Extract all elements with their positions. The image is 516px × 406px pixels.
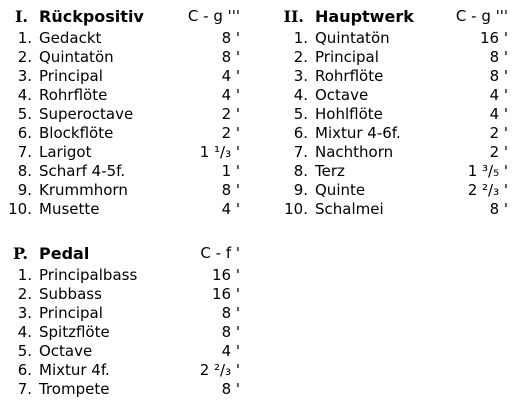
division-rueckpositiv — [0, 6, 240, 219]
stop-number: 7. — [17, 380, 32, 398]
stop-name: Scharf 4-5f. — [39, 162, 126, 180]
stop-row — [0, 67, 240, 86]
stop-pitch: 4 ' — [221, 86, 240, 104]
stop-row — [276, 124, 508, 143]
stop-pitch: 8 ' — [221, 29, 240, 47]
stop-number: 5. — [293, 105, 308, 123]
stop-pitch: 8 ' — [221, 48, 240, 66]
stop-name: Octave — [39, 342, 93, 360]
stop-name: Hohlflöte — [315, 105, 383, 123]
stop-name: Principalbass — [39, 266, 138, 284]
division-numeral: I. — [14, 7, 28, 26]
stop-number: 2. — [17, 48, 32, 66]
stop-number: 8. — [17, 162, 32, 180]
division-numeral: II. — [283, 7, 304, 26]
stop-row — [276, 67, 508, 86]
stop-number: 10. — [8, 200, 32, 218]
stop-name: Trompete — [39, 380, 110, 398]
stop-name: Octave — [315, 86, 369, 104]
stop-pitch: 8 ' — [221, 380, 240, 398]
stop-pitch: 2 ²/₃ ' — [467, 181, 508, 199]
stop-number: 1. — [17, 266, 32, 284]
stop-name: Blockflöte — [39, 124, 114, 142]
stop-row — [0, 29, 240, 48]
division-pedal — [0, 243, 240, 399]
stop-number: 1. — [293, 29, 308, 47]
stop-row — [0, 86, 240, 105]
stop-row — [0, 304, 240, 323]
stop-number: 2. — [17, 285, 32, 303]
stop-row — [0, 124, 240, 143]
stop-row — [0, 181, 240, 200]
division-hauptwerk — [276, 6, 508, 219]
stop-pitch: 1 ³/₅ ' — [467, 162, 508, 180]
stop-name: Spitzflöte — [39, 323, 110, 341]
stop-number: 6. — [17, 361, 32, 379]
stop-row — [0, 266, 240, 285]
stop-pitch: 2 ' — [489, 143, 508, 161]
stop-pitch: 8 ' — [221, 181, 240, 199]
stop-name: Schalmei — [315, 200, 384, 218]
stop-number: 4. — [293, 86, 308, 104]
stop-pitch: 4 ' — [489, 105, 508, 123]
stop-name: Larigot — [39, 143, 92, 161]
stop-row — [0, 342, 240, 361]
stop-number: 3. — [17, 304, 32, 322]
stop-name: Quintatön — [39, 48, 114, 66]
stop-pitch: 2 ²/₃ ' — [199, 361, 240, 379]
stop-name: Musette — [39, 200, 100, 218]
stop-number: 7. — [293, 143, 308, 161]
stop-name: Mixtur 4-6f. — [315, 124, 401, 142]
stop-name: Principal — [315, 48, 379, 66]
stop-number: 4. — [17, 86, 32, 104]
stop-number: 8. — [293, 162, 308, 180]
stop-row — [0, 285, 240, 304]
division-title: Hauptwerk — [315, 7, 414, 26]
stop-pitch: 8 ' — [489, 48, 508, 66]
stop-name: Rohrflöte — [315, 67, 384, 85]
stop-row — [0, 323, 240, 342]
stop-pitch: 2 ' — [221, 105, 240, 123]
stop-pitch: 4 ' — [221, 67, 240, 85]
division-header — [0, 6, 240, 27]
stop-row — [0, 162, 240, 181]
stop-pitch: 4 ' — [221, 200, 240, 218]
stop-name: Principal — [39, 304, 103, 322]
stop-row — [0, 143, 240, 162]
stop-pitch: 8 ' — [489, 200, 508, 218]
stop-name: Nachthorn — [315, 143, 394, 161]
stop-name: Krummhorn — [39, 181, 128, 199]
stop-pitch: 8 ' — [489, 67, 508, 85]
stop-name: Subbass — [39, 285, 102, 303]
division-title: Pedal — [39, 244, 90, 263]
stop-pitch: 2 ' — [489, 124, 508, 142]
stop-row — [276, 143, 508, 162]
stop-pitch: 16 ' — [212, 285, 240, 303]
stop-number: 3. — [293, 67, 308, 85]
compass-range: C - g ''' — [455, 7, 508, 25]
stop-row — [276, 48, 508, 67]
stop-row — [0, 361, 240, 380]
stop-pitch: 1 ' — [221, 162, 240, 180]
stop-number: 3. — [17, 67, 32, 85]
stop-number: 6. — [293, 124, 308, 142]
stop-name: Terz — [315, 162, 345, 180]
stop-name: Principal — [39, 67, 103, 85]
stop-pitch: 8 ' — [221, 304, 240, 322]
stop-pitch: 16 ' — [212, 266, 240, 284]
stop-name: Superoctave — [39, 105, 134, 123]
stop-pitch: 16 ' — [480, 29, 508, 47]
stop-pitch: 4 ' — [221, 342, 240, 360]
stop-row — [276, 105, 508, 124]
stop-number: 5. — [17, 105, 32, 123]
stop-number: 2. — [293, 48, 308, 66]
stop-number: 1. — [17, 29, 32, 47]
stop-row — [0, 200, 240, 219]
division-header — [276, 6, 508, 27]
stop-name: Quinte — [315, 181, 366, 199]
division-numeral: P. — [13, 244, 28, 263]
stop-pitch: 2 ' — [221, 124, 240, 142]
stop-number: 9. — [17, 181, 32, 199]
division-header — [0, 243, 240, 264]
stop-number: 9. — [293, 181, 308, 199]
stop-row — [276, 86, 508, 105]
stop-number: 7. — [17, 143, 32, 161]
compass-range: C - f ' — [200, 244, 240, 262]
stop-row — [276, 29, 508, 48]
stop-number: 10. — [284, 200, 308, 218]
stop-number: 5. — [17, 342, 32, 360]
stop-name: Quintatön — [315, 29, 390, 47]
stop-pitch: 8 ' — [221, 323, 240, 341]
stop-number: 4. — [17, 323, 32, 341]
stop-row — [0, 105, 240, 124]
stop-name: Rohrflöte — [39, 86, 108, 104]
stop-name: Mixtur 4f. — [39, 361, 110, 379]
stop-row — [276, 200, 508, 219]
division-title: Rückpositiv — [39, 7, 144, 26]
compass-range: C - g ''' — [187, 7, 240, 25]
stop-row — [0, 380, 240, 399]
stop-pitch: 1 ¹/₃ ' — [199, 143, 240, 161]
stop-pitch: 4 ' — [489, 86, 508, 104]
stop-number: 6. — [17, 124, 32, 142]
stop-row — [0, 48, 240, 67]
stop-row — [276, 162, 508, 181]
stop-name: Gedackt — [39, 29, 102, 47]
stop-row — [276, 181, 508, 200]
